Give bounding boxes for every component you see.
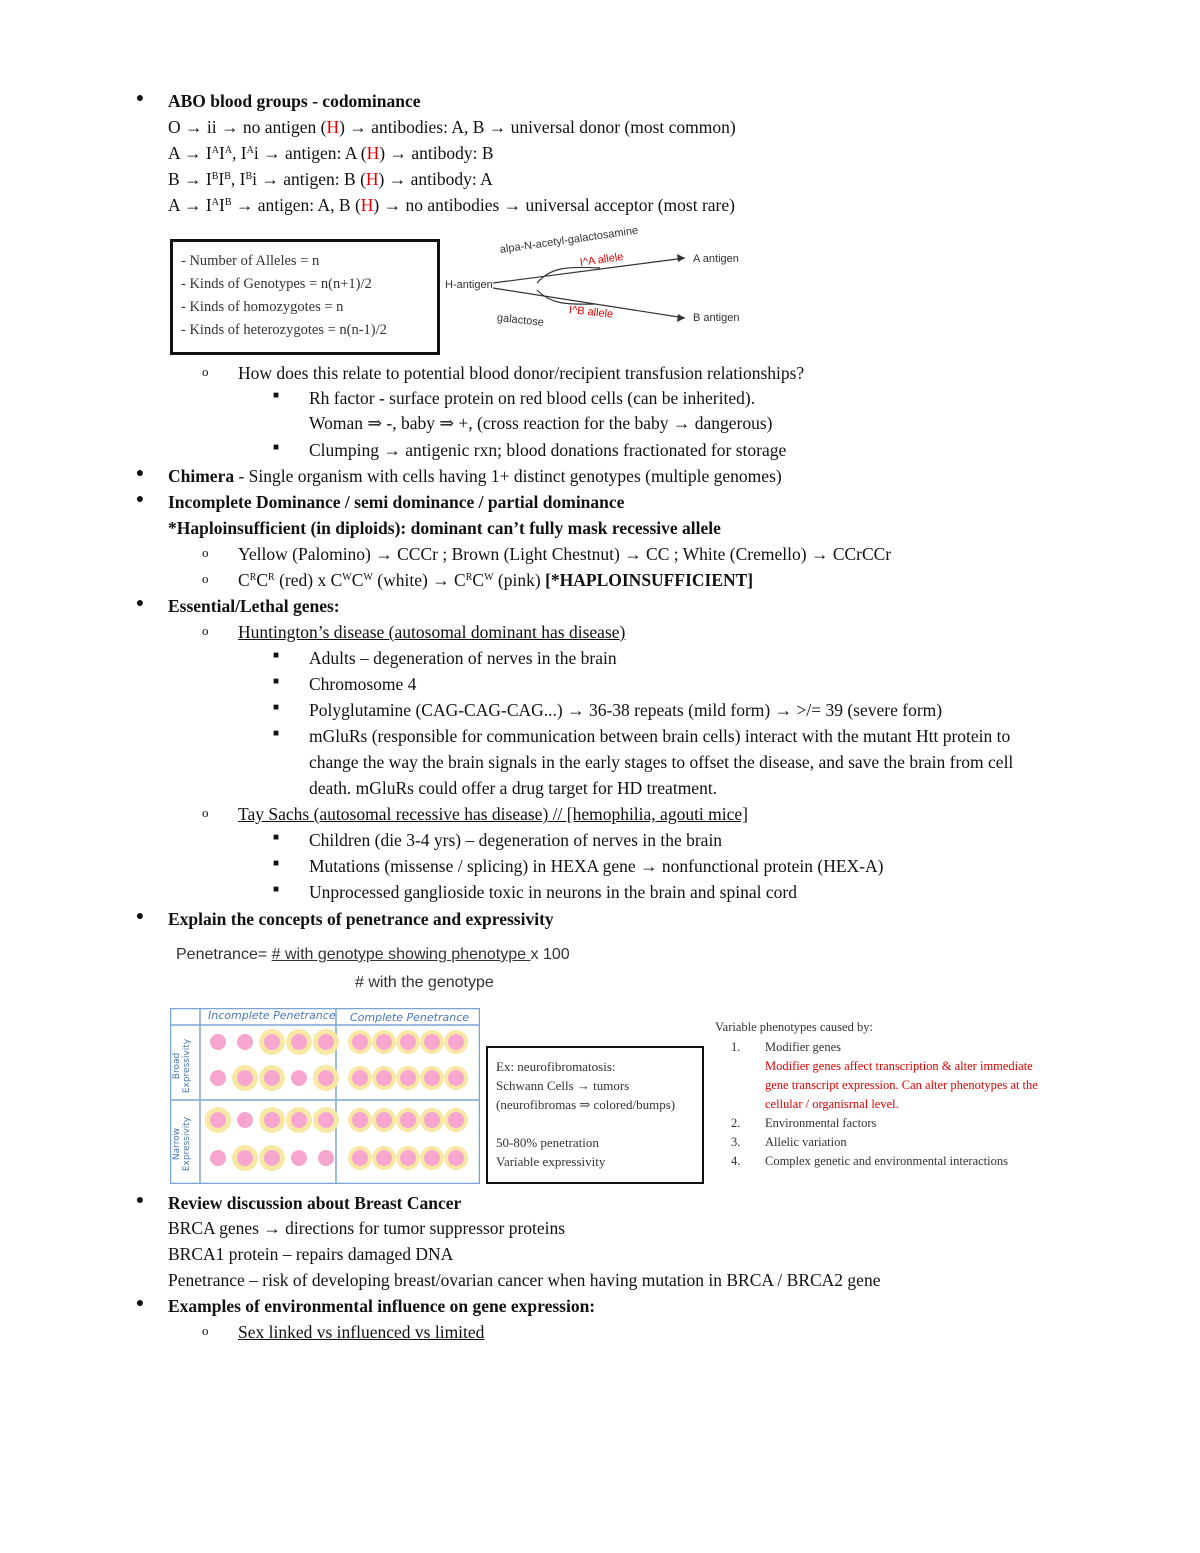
abo-ab-line: $A \to I^AI^B$ → antigen: A, B (H) → no antibodies → universal acceptor (most rare): [168, 195, 735, 215]
lethal-heading: Essential/Lethal genes:: [168, 596, 340, 616]
tay-mutations: Mutations (missense / splicing) in HEXA gene → nonfunctional protein (HEX-A): [309, 856, 884, 876]
woman-baby: Woman ⇒ -, baby ⇒ +, (cross reaction for the baby → dangerous): [309, 413, 773, 433]
abo-b-line: $B \to I^BI^B$, $I^Bi$ → antigen: B (H) → antibody: A: [168, 169, 493, 189]
pink-figure: [424, 1034, 440, 1050]
pink-figure: [424, 1112, 440, 1128]
pink-figure: [400, 1070, 416, 1086]
variable-item-2: Environmental factors: [765, 1116, 877, 1130]
neurofibromatosis-box: [486, 1046, 704, 1184]
genotypes-line: - Kinds of Genotypes = n(n+1)/2: [181, 276, 372, 292]
pink-figure: [352, 1034, 368, 1050]
flower-example: $C^RC^R$ (red) x $C^WC^W$ (white) → $C^RC^W$ (pink) [*HAPLOINSUFFICIENT]: [238, 570, 754, 590]
alleles-formula-box: [170, 239, 440, 355]
bullet: ■: [273, 676, 280, 687]
bullet: o: [202, 571, 209, 586]
abo-a-line: $A \to I^AI^A$, $I^Ai$ → antigen: A (H) → antibody: B: [168, 143, 494, 163]
heterozygotes-line: - Kinds of heterozygotes = n(n-1)/2: [181, 322, 387, 338]
bullet: ●: [135, 466, 145, 481]
a-antigen-label: A antigen: [693, 253, 739, 265]
bullet: ■: [273, 650, 280, 661]
tay-sachs-heading: Tay Sachs (autosomal recessive has disease) // [hemophilia, agouti mice]: [238, 804, 749, 824]
pink-figure: [424, 1150, 440, 1166]
pink-figure: [210, 1034, 226, 1050]
pink-figure: [318, 1150, 334, 1166]
pink-figure: [210, 1112, 226, 1128]
pink-figure: [210, 1150, 226, 1166]
pink-figure: [376, 1034, 392, 1050]
pink-figure: [318, 1070, 334, 1086]
huntington-heading: Huntington’s disease (autosomal dominant has disease): [238, 622, 626, 642]
pink-figure: [376, 1070, 392, 1086]
bullet: ●: [135, 1193, 145, 1208]
pink-figure: [264, 1150, 280, 1166]
clumping: Clumping → antigenic rxn; blood donations fractionated for storage: [309, 440, 787, 460]
variable-item-4: Complex genetic and environmental interactions: [765, 1154, 1008, 1168]
pink-figure: [264, 1112, 280, 1128]
homozygotes-line: - Kinds of homozygotes = n: [181, 299, 344, 315]
bullet: ●: [135, 596, 145, 611]
pink-figure: [291, 1150, 307, 1166]
pink-figure: [318, 1034, 334, 1050]
huntington-chromosome: Chromosome 4: [309, 674, 417, 694]
horse-example: Yellow (Palomino) → CCCr ; Brown (Light Chestnut) → CC ; White (Cremello) → CCrCCr: [238, 544, 892, 564]
bullet: o: [202, 805, 209, 820]
variable-title: Variable phenotypes caused by:: [715, 1020, 873, 1034]
pink-figure: [400, 1112, 416, 1128]
pink-figure: [448, 1112, 464, 1128]
pink-figure: [318, 1112, 334, 1128]
pink-figure: [291, 1034, 307, 1050]
pink-figure: [210, 1070, 226, 1086]
incomplete-heading: Incomplete Dominance / semi dominance / partial dominance: [168, 492, 625, 512]
ib-allele-label: I^B allele: [568, 304, 614, 321]
pink-figure: [352, 1150, 368, 1166]
brca1-protein: BRCA1 protein – repairs damaged DNA: [168, 1244, 454, 1264]
bullet: o: [202, 623, 209, 638]
ex-penetration: 50-80% penetration: [496, 1135, 599, 1150]
galactose-label: galactose: [496, 312, 545, 329]
bullet: o: [202, 545, 209, 560]
pink-figure: [400, 1034, 416, 1050]
penetrance-formula: Penetrance= # with genotype showing phenotype x 100: [176, 946, 570, 963]
mglurs-line-1: mGluRs (responsible for communication between brain cells) interact with the mutant Htt protein to: [309, 726, 1011, 746]
antigen-pathway-diagram: [445, 224, 755, 338]
variable-item-1: Modifier genes: [765, 1040, 842, 1054]
rh-factor: Rh factor - surface protein on red blood cells (can be inherited).: [309, 388, 756, 408]
pink-figure: [237, 1150, 253, 1166]
bullet: ●: [135, 1296, 145, 1311]
mglurs-line-3: death. mGluRs could offer a drug target for HD treatment.: [309, 778, 718, 798]
grid-col-incomplete: Incomplete Penetrance: [208, 1009, 336, 1022]
pink-figure: [400, 1150, 416, 1166]
pink-figure: [291, 1112, 307, 1128]
pink-figure: [291, 1070, 307, 1086]
grid-col-complete: Complete Penetrance: [350, 1011, 470, 1024]
variable-num-2: 2.: [731, 1116, 741, 1130]
variable-num-3: 3.: [731, 1135, 741, 1149]
variable-num-4: 4.: [731, 1154, 741, 1168]
pink-figure: [352, 1112, 368, 1128]
huntington-polyglutamine: Polyglutamine (CAG-CAG-CAG...) → 36-38 repeats (mild form) → >/= 39 (severe form): [309, 700, 943, 720]
bullet: ●: [135, 492, 145, 507]
bullet: ■: [273, 390, 280, 401]
penetrance-expressivity-grid: [170, 1008, 480, 1184]
haploinsufficient-note: *Haploinsufficient (in diploids): dominant can’t fully mask recessive allele: [168, 518, 721, 538]
env-heading: Examples of environmental influence on gene expression:: [168, 1296, 596, 1316]
abo-heading: ABO blood groups - codominance: [168, 91, 421, 111]
pink-figure: [448, 1034, 464, 1050]
huntington-adults: Adults – degeneration of nerves in the brain: [309, 648, 617, 668]
bullet: ■: [273, 728, 280, 739]
bullet: ■: [273, 884, 280, 895]
ex-schwann: Schwann Cells → tumors: [496, 1078, 630, 1093]
penetrance-heading: Explain the concepts of penetrance and expressivity: [168, 909, 554, 929]
pink-figure: [448, 1150, 464, 1166]
sex-linked: Sex linked vs influenced vs limited: [238, 1322, 485, 1342]
mglurs-line-2: change the way the brain signals in the early stages to offset the disease, and save the brain from cell: [309, 752, 1014, 772]
brca-penetrance: Penetrance – risk of developing breast/ovarian cancer when having mutation in BRCA / BRCA2 gene: [168, 1270, 881, 1290]
alpa-label: alpa-N-acetyl-galactosamine: [499, 224, 639, 256]
bullet: ●: [135, 91, 145, 106]
bullet: o: [202, 364, 209, 379]
modifier-note-2: gene transcript expression. Can alter phenotypes at the: [765, 1078, 1038, 1092]
pink-figure: [424, 1070, 440, 1086]
abo-o-line: O → ii → no antigen (H) → antibodies: A, B → universal donor (most common): [168, 117, 736, 137]
pink-figure: [264, 1070, 280, 1086]
pink-figure: [264, 1034, 280, 1050]
pink-figure: [376, 1112, 392, 1128]
bullet: ■: [273, 858, 280, 869]
breast-heading: Review discussion about Breast Cancer: [168, 1193, 462, 1213]
chimera-line: Chimera - Single organism with cells having 1+ distinct genotypes (multiple genomes): [168, 466, 782, 486]
bullet: ●: [135, 909, 145, 924]
pink-figure: [376, 1150, 392, 1166]
ex-title: Ex: neurofibromatosis:: [496, 1059, 616, 1074]
transfusion-question: How does this relate to potential blood donor/recipient transfusion relationships?: [238, 363, 805, 383]
pink-figure: [448, 1070, 464, 1086]
pink-figure: [237, 1070, 253, 1086]
bullet: ■: [273, 832, 280, 843]
pink-figure: [237, 1034, 253, 1050]
grid-row-broad: Broad Expressivity: [172, 1038, 192, 1094]
penetrance-denominator: # with the genotype: [355, 974, 494, 991]
ia-allele-label: I^A allele: [579, 250, 625, 269]
pink-figure: [352, 1070, 368, 1086]
grid-lines: [170, 1008, 480, 1184]
variable-item-3: Allelic variation: [765, 1135, 847, 1149]
tay-children: Children (die 3-4 yrs) – degeneration of nerves in the brain: [309, 830, 723, 850]
pink-figure: [237, 1112, 253, 1128]
variable-num-1: 1.: [731, 1040, 741, 1054]
ex-expressivity: Variable expressivity: [496, 1154, 606, 1169]
grid-row-narrow: Narrow Expressivity: [172, 1116, 192, 1172]
bullet: ■: [273, 702, 280, 713]
modifier-note-3: cellular / organisrnal level.: [765, 1097, 899, 1111]
brca-genes: BRCA genes → directions for tumor suppressor proteins: [168, 1218, 566, 1238]
h-antigen-label: H-antigen: [445, 279, 493, 291]
bullet: ■: [273, 442, 280, 453]
b-antigen-label: B antigen: [693, 312, 740, 324]
alleles-line: - Number of Alleles = n: [181, 253, 320, 269]
ex-neurofibromas: (neurofibromas ⇒ colored/bumps): [496, 1097, 676, 1112]
tay-unprocessed: Unprocessed ganglioside toxic in neurons in the brain and spinal cord: [309, 882, 797, 902]
bullet: o: [202, 1323, 209, 1338]
modifier-note-1: Modifier genes affect transcription & alter immediate: [765, 1059, 1033, 1073]
